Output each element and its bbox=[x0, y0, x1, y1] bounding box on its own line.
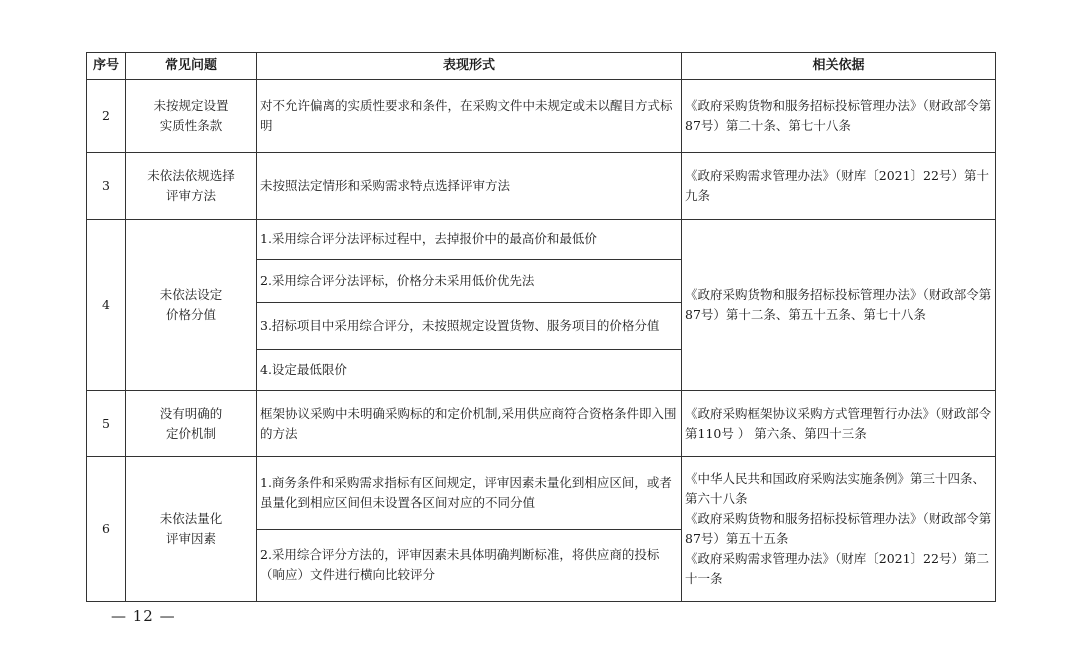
issue-cell bbox=[126, 153, 257, 219]
issue-text: 未按规定设置 bbox=[153, 98, 229, 114]
form-cell: 对不允许偏离的实质性要求和条件，在采购文件中未规定或未以醒目方式标明 bbox=[257, 80, 682, 153]
basis-text: 《政府采购需求管理办法》（财库〔2021〕22号）第二十一条 bbox=[685, 551, 989, 587]
page-number: — 12 — bbox=[111, 607, 176, 625]
issue-cell bbox=[126, 391, 257, 457]
form-cell: 1.采用综合评分法评标过程中，去掉报价中的最高价和最低价 bbox=[257, 219, 682, 259]
basis-cell: 《政府采购货物和服务招标投标管理办法》（财政部令第87号）第二十条、第七十八条 bbox=[682, 80, 996, 153]
row-number: 5 bbox=[87, 391, 126, 457]
table-row bbox=[87, 391, 996, 457]
basis-cell bbox=[682, 457, 996, 602]
header-basis: 相关依据 bbox=[682, 53, 996, 80]
form-cell: 2.采用综合评分方法的，评审因素未具体明确判断标准，将供应商的投标（响应）文件进行横向比较评分 bbox=[257, 529, 682, 601]
form-cell: 4.设定最低限价 bbox=[257, 349, 682, 390]
form-cell: 2.采用综合评分法评标，价格分未采用低价优先法 bbox=[257, 259, 682, 302]
issue-text: 价格分值 bbox=[165, 306, 216, 322]
header-issue: 常见问题 bbox=[126, 53, 257, 80]
form-cell: 未按照法定情形和采购需求特点选择评审方法 bbox=[257, 153, 682, 219]
issue-text: 未依法设定 bbox=[159, 286, 223, 302]
issue-cell bbox=[126, 80, 257, 153]
row-number: 3 bbox=[87, 153, 126, 219]
form-cell: 框架协议采购中未明确采购标的和定价机制,采用供应商符合资格条件即入围的方法 bbox=[257, 391, 682, 457]
basis-cell: 《政府采购货物和服务招标投标管理办法》（财政部令第87号）第十二条、第五十五条、第七十八条 bbox=[682, 219, 996, 391]
basis-text: 《中华人民共和国政府采购法实施条例》第三十四条、第六十八条 bbox=[685, 471, 986, 507]
issue-text: 定价机制 bbox=[165, 425, 216, 441]
form-cell: 3.招标项目中采用综合评分，未按照规定设置货物、服务项目的价格分值 bbox=[257, 302, 682, 349]
issue-text: 未依法量化 bbox=[159, 511, 223, 527]
table-row bbox=[87, 153, 996, 219]
table-row bbox=[87, 457, 996, 529]
row-number: 6 bbox=[87, 457, 126, 602]
table-row bbox=[87, 219, 996, 259]
header-form: 表现形式 bbox=[257, 53, 682, 80]
issue-text: 没有明确的 bbox=[159, 405, 223, 421]
basis-text: 《政府采购货物和服务招标投标管理办法》（财政部令第87号）第五十五条 bbox=[685, 511, 992, 547]
header-no: 序号 bbox=[87, 53, 126, 80]
issue-text: 评审因素 bbox=[165, 531, 216, 547]
issue-text: 评审方法 bbox=[165, 187, 216, 203]
row-number: 4 bbox=[87, 219, 126, 391]
basis-cell: 《政府采购框架协议采购方式管理暂行办法》（财政部令第110号 ） 第六条、第四十三条 bbox=[682, 391, 996, 457]
table-row bbox=[87, 80, 996, 153]
issue-text: 实质性条款 bbox=[159, 118, 223, 134]
row-number: 2 bbox=[87, 80, 126, 153]
basis-cell: 《政府采购需求管理办法》（财库〔2021〕22号）第十九条 bbox=[682, 153, 996, 219]
issue-text: 未依法依规选择 bbox=[147, 167, 235, 183]
table-header-row bbox=[87, 53, 996, 80]
issues-table bbox=[86, 52, 996, 602]
issue-cell bbox=[126, 219, 257, 391]
form-cell: 1.商务条件和采购需求指标有区间规定，评审因素未量化到相应区间，或者虽量化到相应区间但未设置各区间对应的不同分值 bbox=[257, 457, 682, 529]
issue-cell bbox=[126, 457, 257, 602]
